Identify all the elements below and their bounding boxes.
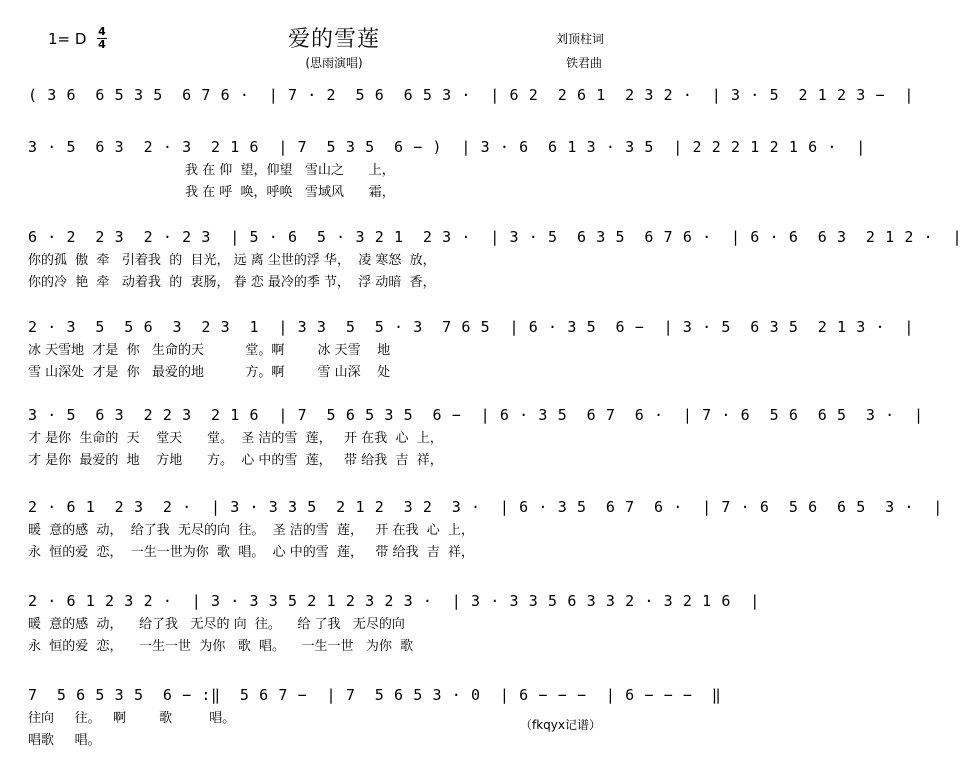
lyric-line-verse-1: 往向 往。 啊 歌 唱。 [28,711,236,726]
lyric-line-verse-2: 才 是你 最爱的 地 方地 方。 心 中的雪 莲， 带 给我 吉 祥， [28,453,443,468]
time-signature-top: 4 [98,25,106,38]
notation-line: 3 · 5 6 3 2 · 3 2 1 6 | 7 5 3 5 6 − ) | 3 · 6 6 1 3 · 3 5 | 2 2 2 1 2 1 6 · | [28,138,866,156]
lyric-line-verse-2: 我 在 呼 唤，呼唤 雪域风 霜， [28,185,395,200]
score-system-3 [28,228,962,294]
notation-line: 6 · 2 2 3 2 · 2 3 | 5 · 6 5 · 3 2 1 2 3 · | 3 · 5 6 3 5 6 7 6 · | 6 · 6 6 3 2 1 2 · | [28,228,962,246]
score-system-4 [28,318,915,384]
score-system-2 [28,138,866,204]
lyric-line-verse-1: 暖 意的感 动， 给了我 无尽的向 往。 圣 洁的雪 莲， 开 在我 心 上， [28,523,475,538]
lyric-line-verse-2: 永 恒的爱 恋， 一生一世为你 歌 唱。 心 中的雪 莲， 带 给我 吉 祥， [28,545,475,560]
key-signature: 1= D [48,30,87,48]
lyric-line-verse-1: 你的孤 傲 牵 引着我 的 目光， 远 离 尘世的浮 华， 凌 寒怒 放， [28,253,436,268]
notation-line: 7 5 6 5 3 5 6 − :‖ 5 6 7 − | 7 5 6 5 3 · 0 | 6 − − − | 6 − − − ‖ [28,686,722,704]
score-system-1 [28,86,915,108]
notation-line: 2 · 3 5 5 6 3 2 3 1 | 3 3 5 5 · 3 7 6 5 | 6 · 3 5 6 − | 3 · 5 6 3 5 2 1 3 · | [28,318,915,336]
lyric-line-verse-2: 你的冷 艳 牵 动着我 的 衷肠， 眷 恋 最冷的季 节， 浮 动暗 香， [28,275,436,290]
notation-line: 2 · 6 1 2 3 2 · | 3 · 3 3 5 2 1 2 3 2 3 · | 6 · 3 5 6 7 6 · | 7 · 6 5 6 6 5 3 · | [28,498,943,516]
notation-line: ( 3 6 6 5 3 5 6 7 6 · | 7 · 2 5 6 6 5 3 · | 6 2 2 6 1 2 3 2 · | 3 · 5 2 1 2 3 − | [28,86,915,104]
notation-line: 2 · 6 1 2 3 2 · | 3 · 3 3 5 2 1 2 3 2 3 · | 3 · 3 3 5 6 3 3 2 · 3 2 1 6 | [28,592,760,610]
time-signature-bottom: 4 [98,38,106,51]
lyricist-credit: 刘顶柱词 [556,32,605,46]
song-title: 爱的雪莲 [287,27,380,52]
transcriber-credit: （fkqyx记谱） [520,718,601,732]
composer-credit: 铁君曲 [566,56,603,70]
score-system-6 [28,498,943,564]
lyric-line-verse-1: 我 在 仰 望，仰望 雪山之 上， [28,163,395,178]
lyric-line-verse-2: 永 恒的爱 恋， 一生一世 为你 歌 唱。 一生一世 为你 歌 [28,639,414,654]
lyric-line-verse-1: 冰 天雪地 才是 你 生命的天 堂。啊 冰 天雪 地 [28,343,391,358]
notation-line: 3 · 5 6 3 2 2 3 2 1 6 | 7 5 6 5 3 5 6 − | 6 · 3 5 6 7 6 · | 7 · 6 5 6 6 5 3 · | [28,406,924,424]
lyric-line-verse-2: 唱歌 唱。 [28,733,101,748]
lyric-line-verse-2: 雪 山深处 才是 你 最爱的地 方。啊 雪 山深 处 [28,365,391,380]
score-system-7 [28,592,760,658]
score-system-5 [28,406,924,472]
lyric-line-verse-1: 暖 意的感 动， 给了我 无尽的 向 往。 给 了我 无尽的向 [28,617,405,632]
lyric-line-verse-1: 才 是你 生命的 天 堂天 堂。 圣 洁的雪 莲， 开 在我 心 上， [28,431,443,446]
singer-credit: (思雨演唱) [305,56,363,70]
